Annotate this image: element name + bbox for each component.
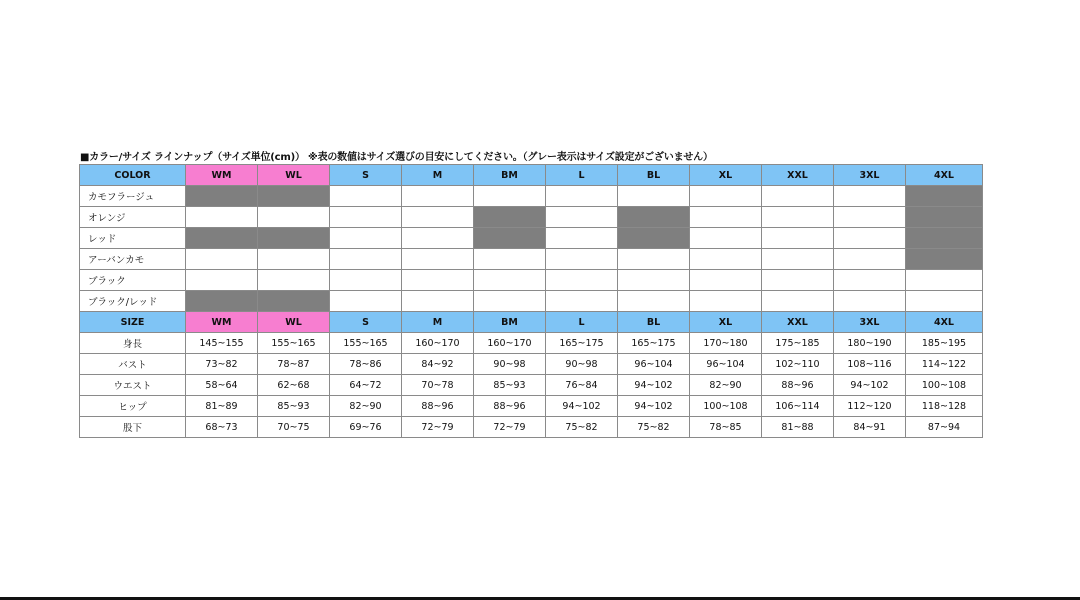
size-size-header: WL bbox=[258, 312, 330, 333]
measurement-value: 69~76 bbox=[330, 417, 402, 438]
color-row bbox=[80, 249, 983, 270]
size-available-cell bbox=[474, 249, 546, 270]
measurement-value: 155~165 bbox=[258, 333, 330, 354]
color-size-header: WM bbox=[186, 165, 258, 186]
measurement-row bbox=[80, 417, 983, 438]
color-size-header: XXL bbox=[762, 165, 834, 186]
measurement-value: 155~165 bbox=[330, 333, 402, 354]
measurement-value: 75~82 bbox=[618, 417, 690, 438]
size-available-cell bbox=[474, 291, 546, 312]
size-size-header: L bbox=[546, 312, 618, 333]
size-available-cell bbox=[906, 270, 983, 291]
size-chart-table bbox=[79, 164, 983, 438]
measurement-value: 165~175 bbox=[618, 333, 690, 354]
measurement-value: 175~185 bbox=[762, 333, 834, 354]
measurement-value: 73~82 bbox=[186, 354, 258, 375]
measurement-value: 88~96 bbox=[474, 396, 546, 417]
size-unavailable-cell bbox=[906, 186, 983, 207]
measurement-value: 90~98 bbox=[474, 354, 546, 375]
color-row bbox=[80, 228, 983, 249]
measurement-value: 160~170 bbox=[402, 333, 474, 354]
size-available-cell bbox=[762, 228, 834, 249]
color-name: カモフラージュ bbox=[80, 186, 186, 207]
color-size-header: 3XL bbox=[834, 165, 906, 186]
size-available-cell bbox=[546, 228, 618, 249]
color-row bbox=[80, 186, 983, 207]
size-available-cell bbox=[762, 186, 834, 207]
measurement-value: 78~86 bbox=[330, 354, 402, 375]
size-available-cell bbox=[402, 228, 474, 249]
measurement-value: 75~82 bbox=[546, 417, 618, 438]
measurement-value: 145~155 bbox=[186, 333, 258, 354]
measurement-value: 70~75 bbox=[258, 417, 330, 438]
size-available-cell bbox=[690, 186, 762, 207]
size-unavailable-cell bbox=[258, 228, 330, 249]
measurement-name: 身長 bbox=[80, 333, 186, 354]
size-available-cell bbox=[618, 270, 690, 291]
color-size-header: M bbox=[402, 165, 474, 186]
size-available-cell bbox=[618, 186, 690, 207]
size-unavailable-cell bbox=[186, 291, 258, 312]
color-row bbox=[80, 270, 983, 291]
size-available-cell bbox=[690, 207, 762, 228]
size-available-cell bbox=[474, 186, 546, 207]
measurement-value: 96~104 bbox=[618, 354, 690, 375]
size-chart-body bbox=[80, 165, 983, 438]
size-available-cell bbox=[690, 228, 762, 249]
size-available-cell bbox=[258, 249, 330, 270]
size-size-header: XL bbox=[690, 312, 762, 333]
size-available-cell bbox=[402, 249, 474, 270]
color-name: オレンジ bbox=[80, 207, 186, 228]
size-available-cell bbox=[546, 249, 618, 270]
measurement-value: 76~84 bbox=[546, 375, 618, 396]
measurement-row bbox=[80, 333, 983, 354]
table-caption: ■カラー/サイズ ラインナップ（サイズ単位(cm)） ※表の数値はサイズ選びの目安にしてください。（グレー表示はサイズ設定がございません） bbox=[80, 152, 713, 163]
color-header-row bbox=[80, 165, 983, 186]
size-available-cell bbox=[618, 291, 690, 312]
size-size-header: 3XL bbox=[834, 312, 906, 333]
color-size-header: L bbox=[546, 165, 618, 186]
size-unavailable-cell bbox=[186, 228, 258, 249]
size-size-header: M bbox=[402, 312, 474, 333]
color-row bbox=[80, 291, 983, 312]
measurement-value: 185~195 bbox=[906, 333, 983, 354]
measurement-value: 85~93 bbox=[258, 396, 330, 417]
size-available-cell bbox=[762, 207, 834, 228]
measurement-value: 81~89 bbox=[186, 396, 258, 417]
size-available-cell bbox=[834, 228, 906, 249]
size-size-header: WM bbox=[186, 312, 258, 333]
color-row bbox=[80, 207, 983, 228]
color-size-header: 4XL bbox=[906, 165, 983, 186]
measurement-value: 72~79 bbox=[402, 417, 474, 438]
measurement-value: 94~102 bbox=[618, 396, 690, 417]
measurement-value: 170~180 bbox=[690, 333, 762, 354]
measurement-value: 88~96 bbox=[402, 396, 474, 417]
measurement-value: 94~102 bbox=[834, 375, 906, 396]
size-available-cell bbox=[546, 270, 618, 291]
measurement-value: 85~93 bbox=[474, 375, 546, 396]
color-size-header: XL bbox=[690, 165, 762, 186]
size-unavailable-cell bbox=[618, 228, 690, 249]
color-name: ブラック/レッド bbox=[80, 291, 186, 312]
measurement-value: 108~116 bbox=[834, 354, 906, 375]
size-available-cell bbox=[330, 186, 402, 207]
measurement-value: 114~122 bbox=[906, 354, 983, 375]
color-name: ブラック bbox=[80, 270, 186, 291]
size-available-cell bbox=[546, 291, 618, 312]
measurement-row bbox=[80, 354, 983, 375]
measurement-value: 68~73 bbox=[186, 417, 258, 438]
size-available-cell bbox=[834, 249, 906, 270]
measurement-row bbox=[80, 375, 983, 396]
color-corner-label: COLOR bbox=[80, 165, 186, 186]
size-available-cell bbox=[762, 291, 834, 312]
size-unavailable-cell bbox=[186, 186, 258, 207]
size-available-cell bbox=[690, 270, 762, 291]
size-available-cell bbox=[834, 270, 906, 291]
size-unavailable-cell bbox=[258, 186, 330, 207]
measurement-name: ウエスト bbox=[80, 375, 186, 396]
size-available-cell bbox=[906, 291, 983, 312]
size-available-cell bbox=[258, 270, 330, 291]
measurement-value: 180~190 bbox=[834, 333, 906, 354]
measurement-value: 84~92 bbox=[402, 354, 474, 375]
measurement-value: 64~72 bbox=[330, 375, 402, 396]
measurement-value: 70~78 bbox=[402, 375, 474, 396]
size-available-cell bbox=[186, 207, 258, 228]
measurement-value: 82~90 bbox=[690, 375, 762, 396]
size-unavailable-cell bbox=[906, 207, 983, 228]
measurement-value: 62~68 bbox=[258, 375, 330, 396]
measurement-value: 165~175 bbox=[546, 333, 618, 354]
measurement-value: 100~108 bbox=[690, 396, 762, 417]
measurement-value: 81~88 bbox=[762, 417, 834, 438]
size-size-header: S bbox=[330, 312, 402, 333]
measurement-value: 78~85 bbox=[690, 417, 762, 438]
measurement-value: 100~108 bbox=[906, 375, 983, 396]
color-size-header: S bbox=[330, 165, 402, 186]
size-unavailable-cell bbox=[474, 207, 546, 228]
size-size-header: 4XL bbox=[906, 312, 983, 333]
measurement-value: 58~64 bbox=[186, 375, 258, 396]
size-available-cell bbox=[546, 186, 618, 207]
size-available-cell bbox=[690, 249, 762, 270]
size-available-cell bbox=[618, 249, 690, 270]
size-available-cell bbox=[258, 207, 330, 228]
measurement-value: 82~90 bbox=[330, 396, 402, 417]
size-available-cell bbox=[834, 207, 906, 228]
size-size-header: XXL bbox=[762, 312, 834, 333]
measurement-value: 88~96 bbox=[762, 375, 834, 396]
size-unavailable-cell bbox=[906, 228, 983, 249]
size-available-cell bbox=[330, 270, 402, 291]
size-available-cell bbox=[402, 291, 474, 312]
size-available-cell bbox=[474, 270, 546, 291]
size-available-cell bbox=[546, 207, 618, 228]
size-available-cell bbox=[186, 249, 258, 270]
color-size-header: BM bbox=[474, 165, 546, 186]
size-available-cell bbox=[762, 270, 834, 291]
size-available-cell bbox=[330, 291, 402, 312]
size-available-cell bbox=[186, 270, 258, 291]
size-unavailable-cell bbox=[258, 291, 330, 312]
color-name: アーバンカモ bbox=[80, 249, 186, 270]
size-size-header: BM bbox=[474, 312, 546, 333]
size-available-cell bbox=[402, 270, 474, 291]
size-available-cell bbox=[330, 249, 402, 270]
measurement-value: 118~128 bbox=[906, 396, 983, 417]
size-available-cell bbox=[330, 207, 402, 228]
measurement-value: 96~104 bbox=[690, 354, 762, 375]
color-size-header: BL bbox=[618, 165, 690, 186]
size-header-row bbox=[80, 312, 983, 333]
measurement-name: 股下 bbox=[80, 417, 186, 438]
size-available-cell bbox=[402, 186, 474, 207]
measurement-value: 78~87 bbox=[258, 354, 330, 375]
measurement-value: 160~170 bbox=[474, 333, 546, 354]
measurement-name: バスト bbox=[80, 354, 186, 375]
size-size-header: BL bbox=[618, 312, 690, 333]
color-size-header: WL bbox=[258, 165, 330, 186]
color-name: レッド bbox=[80, 228, 186, 249]
measurement-row bbox=[80, 396, 983, 417]
size-available-cell bbox=[834, 186, 906, 207]
measurement-value: 94~102 bbox=[546, 396, 618, 417]
size-corner-label: SIZE bbox=[80, 312, 186, 333]
size-available-cell bbox=[762, 249, 834, 270]
measurement-value: 72~79 bbox=[474, 417, 546, 438]
measurement-value: 90~98 bbox=[546, 354, 618, 375]
size-unavailable-cell bbox=[906, 249, 983, 270]
measurement-name: ヒップ bbox=[80, 396, 186, 417]
size-available-cell bbox=[690, 291, 762, 312]
measurement-value: 94~102 bbox=[618, 375, 690, 396]
size-available-cell bbox=[834, 291, 906, 312]
measurement-value: 87~94 bbox=[906, 417, 983, 438]
size-available-cell bbox=[402, 207, 474, 228]
measurement-value: 106~114 bbox=[762, 396, 834, 417]
measurement-value: 112~120 bbox=[834, 396, 906, 417]
size-available-cell bbox=[330, 228, 402, 249]
size-unavailable-cell bbox=[474, 228, 546, 249]
measurement-value: 102~110 bbox=[762, 354, 834, 375]
size-unavailable-cell bbox=[618, 207, 690, 228]
measurement-value: 84~91 bbox=[834, 417, 906, 438]
